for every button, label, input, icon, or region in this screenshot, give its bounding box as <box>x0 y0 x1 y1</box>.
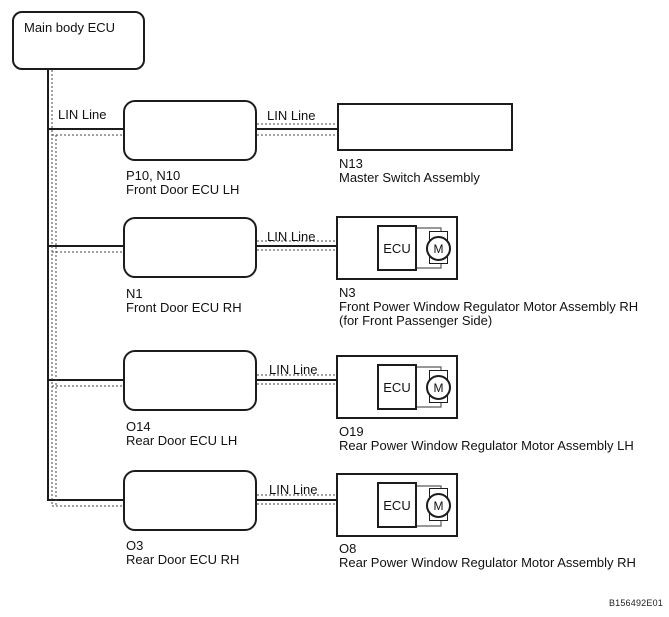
motor-symbol-icon: M <box>426 493 451 518</box>
row3-right-name-label: Rear Power Window Regulator Motor Assembly LH <box>339 438 634 453</box>
row1-right-name-label: Master Switch Assembly <box>339 170 480 185</box>
node-front-door-ecu-rh <box>123 217 257 278</box>
motor-symbol-icon: M <box>426 375 451 400</box>
row2-left-id-label: N1 <box>126 286 143 301</box>
node-main-body-ecu <box>12 11 145 70</box>
row2-left-name-label: Front Door ECU RH <box>126 300 242 315</box>
row3-right-id-label: O19 <box>339 424 364 439</box>
motor-ecu-box: ECU <box>377 364 417 410</box>
motor-ecu-box: ECU <box>377 225 417 271</box>
node-rear-power-window-motor-lh <box>336 355 458 419</box>
node-rear-door-ecu-lh <box>123 350 257 411</box>
main-body-ecu-label: Main body ECU <box>24 20 116 35</box>
row1-left-id-label: P10, N10 <box>126 168 181 183</box>
motor-symbol-icon: M <box>426 236 451 261</box>
figure-code: B156492E01 <box>608 598 663 608</box>
row4-left-id-label: O3 <box>126 538 144 553</box>
node-front-power-window-motor-rh <box>336 216 458 280</box>
row2-right-id-label: N3 <box>339 285 356 300</box>
node-master-switch-assembly <box>337 103 513 151</box>
lin-line-label-bus: LIN Line <box>58 107 107 122</box>
row3-left-name-label: Rear Door ECU LH <box>126 433 238 448</box>
row1-left-name-label: Front Door ECU LH <box>126 182 240 197</box>
row2-right-note-label: (for Front Passenger Side) <box>339 313 493 328</box>
node-rear-door-ecu-rh <box>123 470 257 531</box>
row1-right-id-label: N13 <box>339 156 363 171</box>
lin-line-label-row3: LIN Line <box>269 362 318 377</box>
lin-line-label-row1: LIN Line <box>267 108 316 123</box>
lin-line-label-row2: LIN Line <box>267 229 316 244</box>
motor-ecu-box: ECU <box>377 482 417 528</box>
row3-left-id-label: O14 <box>126 419 151 434</box>
lin-line-label-row4: LIN Line <box>269 482 318 497</box>
row4-right-name-label: Rear Power Window Regulator Motor Assembly RH <box>339 555 636 570</box>
node-rear-power-window-motor-rh <box>336 473 458 537</box>
row2-right-name-label: Front Power Window Regulator Motor Assembly RH <box>339 299 639 314</box>
row4-left-name-label: Rear Door ECU RH <box>126 552 240 567</box>
row4-right-id-label: O8 <box>339 541 357 556</box>
node-front-door-ecu-lh <box>123 100 257 161</box>
